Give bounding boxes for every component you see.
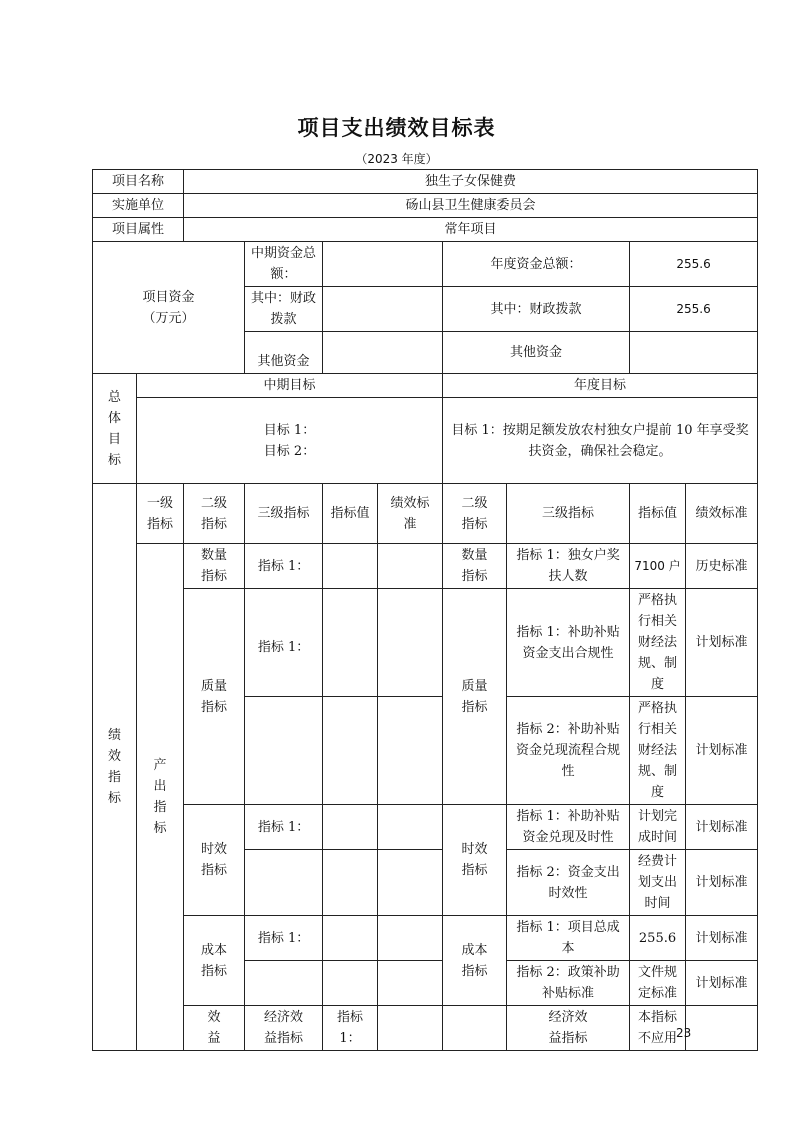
timeliness-ind-mid: 指标 1： (245, 805, 323, 850)
year-note: （2023 年度） (355, 152, 438, 166)
quality-value-mid-2 (323, 697, 378, 805)
economic-label-annual: 经济效益指标 (507, 1006, 630, 1051)
cost-standard-mid-2 (378, 961, 443, 1006)
benefit-label: 效益 (184, 1006, 245, 1051)
mid-goal-2: 目标 2： (263, 443, 316, 459)
quality-standard-mid-2 (378, 697, 443, 805)
cost-standard-mid (378, 916, 443, 961)
cost-value-2: 文件规定标准 (630, 961, 686, 1006)
cost-standard-2: 计划标准 (686, 961, 758, 1006)
mid-goals (137, 398, 443, 484)
quality-label-mid: 质量指标 (184, 589, 245, 805)
timeliness-ind-mid-2 (245, 850, 323, 916)
cost-ind-mid-2 (245, 961, 323, 1006)
unit-label: 实施单位 (93, 194, 184, 218)
mid-other-value (323, 332, 443, 374)
performance-table (92, 169, 758, 1051)
table-row (93, 1006, 758, 1051)
economic-value-annual (686, 1006, 758, 1051)
mid-fiscal-label: 其中：财政拨款 (245, 287, 323, 332)
quantity-value-mid (323, 544, 378, 589)
overall-label: 总体目标 (93, 374, 137, 484)
quality-standard-2: 计划标准 (686, 697, 758, 805)
timeliness-value-2: 经费计划支出时间 (630, 850, 686, 916)
table-row (93, 194, 758, 218)
quantity-standard-mid (378, 544, 443, 589)
timeliness-label-annual: 时效指标 (443, 805, 507, 916)
mid-total-label: 中期资金总额： (245, 242, 323, 287)
cost-ind-1: 指标 1：项目总成本 (507, 916, 630, 961)
quantity-label-mid: 数量指标 (184, 544, 245, 589)
funds-label: 项目资金 (142, 289, 195, 305)
quality-standard-mid (378, 589, 443, 697)
mid-goal-1: 目标 1： (263, 422, 316, 438)
attr-label: 项目属性 (93, 218, 184, 242)
attr-value: 常年项目 (184, 218, 758, 242)
economic-ind-annual: 本指标不应用 (630, 1006, 686, 1051)
quantity-value-annual: 7100 户 (630, 544, 686, 589)
quality-label-annual: 质量指标 (443, 589, 507, 805)
cost-value-mid (323, 916, 378, 961)
cost-value-1: 255.6 (630, 916, 686, 961)
quantity-label-annual: 数量指标 (443, 544, 507, 589)
output-label: 产出指标 (137, 544, 184, 1051)
header-level1: 一级指标 (137, 484, 184, 544)
quantity-standard-annual: 历史标准 (686, 544, 758, 589)
funds-label-cell (93, 242, 245, 374)
timeliness-value-mid (323, 805, 378, 850)
quality-standard-1: 计划标准 (686, 589, 758, 697)
indicator-header-row (93, 484, 758, 544)
overall-content-row (93, 398, 758, 484)
economic-value-mid (378, 1006, 443, 1051)
cost-ind-mid: 指标 1： (245, 916, 323, 961)
quality-ind-mid: 指标 1： (245, 589, 323, 697)
header-level2-annual: 二级指标 (443, 484, 507, 544)
overall-header-row (93, 374, 758, 398)
header-standard-mid: 绩效标准 (378, 484, 443, 544)
unit-value: 砀山县卫生健康委员会 (184, 194, 758, 218)
header-level3-annual: 三级指标 (507, 484, 630, 544)
project-name-value: 独生子女保健费 (184, 170, 758, 194)
timeliness-standard-mid (378, 805, 443, 850)
header-level2: 二级指标 (184, 484, 245, 544)
timeliness-ind-2: 指标 2：资金支出时效性 (507, 850, 630, 916)
mid-other-label: 其他资金 (245, 332, 323, 374)
economic-label-mid: 经济效益指标 (245, 1006, 323, 1051)
quantity-ind-mid: 指标 1： (245, 544, 323, 589)
table-row (93, 170, 758, 194)
annual-fiscal-label: 其中：财政拨款 (443, 287, 630, 332)
timeliness-value-1: 计划完成时间 (630, 805, 686, 850)
cost-standard-1: 计划标准 (686, 916, 758, 961)
cost-value-mid-2 (323, 961, 378, 1006)
perf-label: 绩效指标 (93, 484, 137, 1051)
mid-goal-header: 中期目标 (137, 374, 443, 398)
economic-ind-mid: 指标 1： (323, 1006, 378, 1051)
header-level3-mid: 三级指标 (245, 484, 323, 544)
mid-fiscal-value (323, 287, 443, 332)
timeliness-label-mid: 时效指标 (184, 805, 245, 916)
annual-other-label: 其他资金 (443, 332, 630, 374)
table-row (93, 218, 758, 242)
quality-value-1: 严格执行相关财经法规、制度 (630, 589, 686, 697)
project-name-label: 项目名称 (93, 170, 184, 194)
annual-fiscal-value: 255.6 (630, 287, 758, 332)
quantity-ind-annual: 指标 1：独女户奖扶人数 (507, 544, 630, 589)
funds-unit: （万元） (142, 310, 195, 326)
quality-ind-1: 指标 1：补助补贴资金支出合规性 (507, 589, 630, 697)
table-row (93, 589, 758, 697)
table-row (93, 544, 758, 589)
economic-standard-mid (443, 1006, 507, 1051)
cost-label-annual: 成本指标 (443, 916, 507, 1006)
annual-goal: 目标 1：按期足额发放农村独女户提前 10 年享受奖扶资金，确保社会稳定。 (443, 398, 758, 484)
funds-row (93, 242, 758, 287)
timeliness-standard-mid-2 (378, 850, 443, 916)
quality-value-mid (323, 589, 378, 697)
page-number: 23 (676, 1026, 692, 1040)
header-value-mid: 指标值 (323, 484, 378, 544)
table-row (93, 805, 758, 850)
quality-ind-2: 指标 2：补助补贴资金兑现流程合规性 (507, 697, 630, 805)
annual-other-value (630, 332, 758, 374)
timeliness-standard-1: 计划标准 (686, 805, 758, 850)
cost-ind-2: 指标 2：政策补助补贴标准 (507, 961, 630, 1006)
quality-value-2: 严格执行相关财经法规、制度 (630, 697, 686, 805)
header-standard-annual: 绩效标准 (686, 484, 758, 544)
timeliness-ind-1: 指标 1：补助补贴资金兑现及时性 (507, 805, 630, 850)
timeliness-value-mid-2 (323, 850, 378, 916)
annual-total-value: 255.6 (630, 242, 758, 287)
annual-goal-header: 年度目标 (443, 374, 758, 398)
mid-total-value (323, 242, 443, 287)
annual-total-label: 年度资金总额： (443, 242, 630, 287)
table-row (93, 916, 758, 961)
cost-label-mid: 成本指标 (184, 916, 245, 1006)
quality-ind-mid-2 (245, 697, 323, 805)
header-value-annual: 指标值 (630, 484, 686, 544)
timeliness-standard-2: 计划标准 (686, 850, 758, 916)
page-title: 项目支出绩效目标表 (297, 116, 496, 140)
